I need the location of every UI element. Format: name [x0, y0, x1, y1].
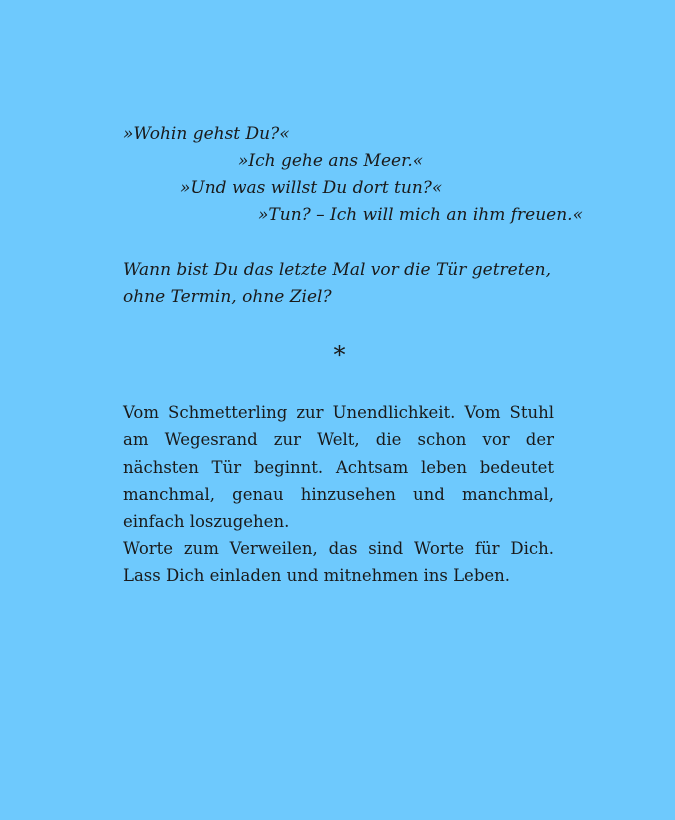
body-paragraph-2: Worte zum Verweilen, das sind Worte für Dich. Lass Dich einladen und mitnehmen ins Leben.	[123, 539, 554, 586]
reflective-question	[123, 257, 563, 311]
question-line-1: Wann bist Du das letzte Mal vor die Tür getreten,	[123, 260, 551, 280]
dialogue-line-4: »Tun? – Ich will mich an ihm freuen.«	[258, 205, 583, 225]
dialogue-line-3: »Und was willst Du dort tun?«	[180, 178, 443, 198]
dialogue-line-1: »Wohin gehst Du?«	[123, 124, 290, 144]
asterisk-separator: *	[333, 341, 346, 369]
body-paragraph-1: Vom Schmetterling zur Unendlichkeit. Vom Stuhl am Wegesrand zur Welt, die schon vor der nächsten Tür beginnt. Achtsam leben bedeutet manchmal, genau hinzusehen und manchmal, einfach loszugehen.	[123, 403, 554, 532]
question-line-2: ohne Termin, ohne Ziel?	[123, 287, 332, 307]
dialogue-line-2: »Ich gehe ans Meer.«	[238, 151, 424, 171]
